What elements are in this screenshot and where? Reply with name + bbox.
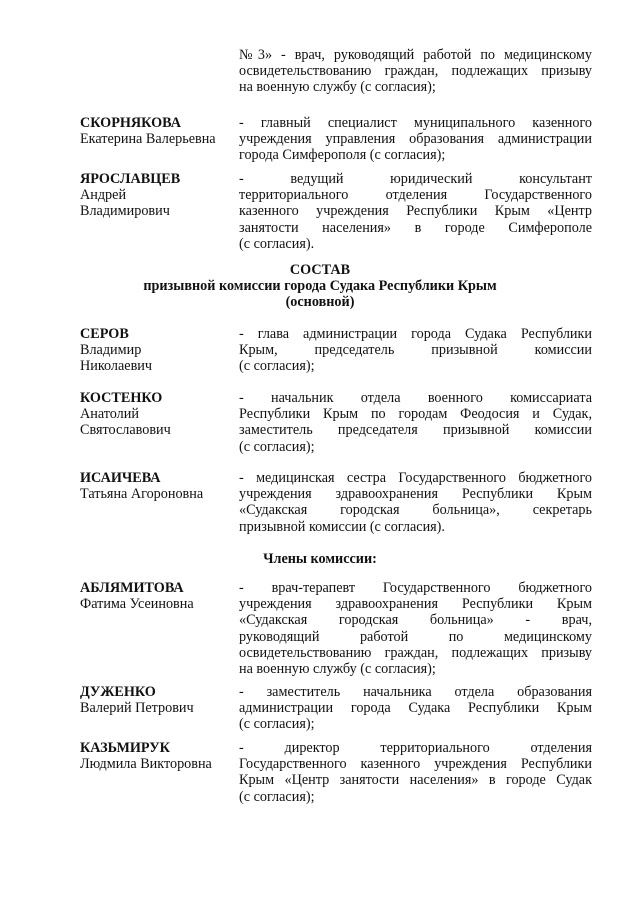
person-name: [80, 390, 240, 439]
person-role: [239, 390, 592, 455]
role-line: «Судакская городская больница», секретарь: [239, 502, 592, 519]
role-line: Крым «Центр занятости населения» в городе Судак: [239, 772, 592, 789]
person-name: [80, 115, 240, 147]
role-line: - врач-терапевт Государственного бюджетного: [239, 580, 592, 596]
person-patronymic: Владимирович: [80, 203, 170, 220]
role-line: - главный специалист муниципального казенного: [239, 115, 592, 131]
continuation-line: освидетельствованию граждан, подлежащих призыву: [239, 63, 592, 80]
role-line: Республики Крым по городам Феодосия и Судак,: [239, 406, 592, 423]
role-line: администрации города Судака Республики Крым: [239, 700, 592, 717]
person-surname: КОСТЕНКО: [80, 390, 163, 406]
role-line: (с согласия);: [239, 358, 315, 375]
role-line: призывной комиссии (с согласия).: [239, 518, 445, 535]
person-patronymic: Николаевич: [80, 358, 153, 375]
role-line: территориального отделения Государственного: [239, 187, 592, 204]
role-line: города Симферополя (с согласия);: [239, 147, 446, 164]
members-heading: [0, 551, 640, 567]
role-line: Крым, председатель призывной комиссии: [239, 342, 592, 359]
person-given-name: Фатима Усеиновна: [80, 596, 194, 613]
role-line: - заместитель начальника отдела образования: [239, 684, 592, 700]
role-line: освидетельствованию граждан, подлежащих призыву: [239, 644, 592, 661]
role-line: занятости населения» в городе Симферополе: [239, 219, 592, 236]
role-line: руководящий работой по медицинскому: [239, 628, 592, 645]
person-surname: СКОРНЯКОВА: [80, 115, 181, 131]
role-line: - начальник отдела военного комиссариата: [239, 390, 592, 406]
heading-qualifier: (основной): [285, 294, 355, 311]
role-line: учреждения здравоохранения Республики Крым: [239, 596, 592, 613]
person-name: [80, 171, 240, 220]
person-surname: ДУЖЕНКО: [80, 684, 156, 700]
person-role: [239, 171, 592, 252]
section-heading: [0, 262, 640, 311]
person-role: [239, 684, 592, 733]
role-line: (с согласия);: [239, 788, 315, 805]
role-line: учреждения управления образования администрации: [239, 131, 592, 148]
person-role: [239, 740, 592, 805]
person-given-name: Татьяна Агороновна: [80, 486, 204, 503]
heading-subtitle: призывной комиссии города Судака Республики Крым: [143, 278, 497, 295]
person-given-name: Андрей: [80, 187, 127, 204]
role-line: - ведущий юридический консультант: [239, 171, 592, 187]
person-name: [80, 580, 240, 612]
continuation-line: №3» - врач, руководящий работой по медицинскому: [239, 47, 592, 63]
role-line: (с согласия).: [239, 235, 315, 252]
person-given-name: Екатерина Валерьевна: [80, 131, 216, 148]
person-surname: СЕРОВ: [80, 326, 129, 342]
continuation-text: [239, 47, 592, 96]
role-line: учреждения здравоохранения Республики Крым: [239, 486, 592, 503]
person-name: [80, 740, 240, 772]
continuation-line: на военную службу (с согласия);: [239, 79, 436, 96]
person-name: [80, 326, 240, 375]
heading-title: СОСТАВ: [289, 262, 351, 278]
person-name: [80, 684, 240, 716]
person-given-name: Людмила Викторовна: [80, 756, 212, 773]
role-line: (с согласия);: [239, 716, 315, 733]
person-given-name: Валерий Петрович: [80, 700, 194, 717]
role-line: Государственного казенного учреждения Республики: [239, 756, 592, 773]
role-line: «Судакская городская больница» - врач,: [239, 612, 592, 629]
person-given-name: Владимир: [80, 342, 142, 359]
person-name: [80, 470, 240, 502]
person-surname: ИСАИЧЕВА: [80, 470, 161, 486]
role-line: - директор территориального отделения: [239, 740, 592, 756]
role-line: на военную службу (с согласия);: [239, 661, 436, 678]
members-title: Члены комиссии:: [263, 551, 377, 567]
role-line: (с согласия);: [239, 438, 315, 455]
role-line: заместитель председателя призывной комиссии: [239, 422, 592, 439]
role-line: - медицинская сестра Государственного бюджетного: [239, 470, 592, 486]
person-role: [239, 580, 592, 677]
person-surname: КАЗЬМИРУК: [80, 740, 170, 756]
person-surname: ЯРОСЛАВЦЕВ: [80, 171, 181, 187]
role-line: казенного учреждения Республики Крым «Центр: [239, 203, 592, 220]
person-given-name: Анатолий: [80, 406, 139, 423]
person-role: [239, 470, 592, 535]
person-patronymic: Святославович: [80, 422, 171, 439]
role-line: - глава администрации города Судака Республики: [239, 326, 592, 342]
person-role: [239, 115, 592, 164]
person-role: [239, 326, 592, 375]
person-surname: АБЛЯМИТОВА: [80, 580, 184, 596]
